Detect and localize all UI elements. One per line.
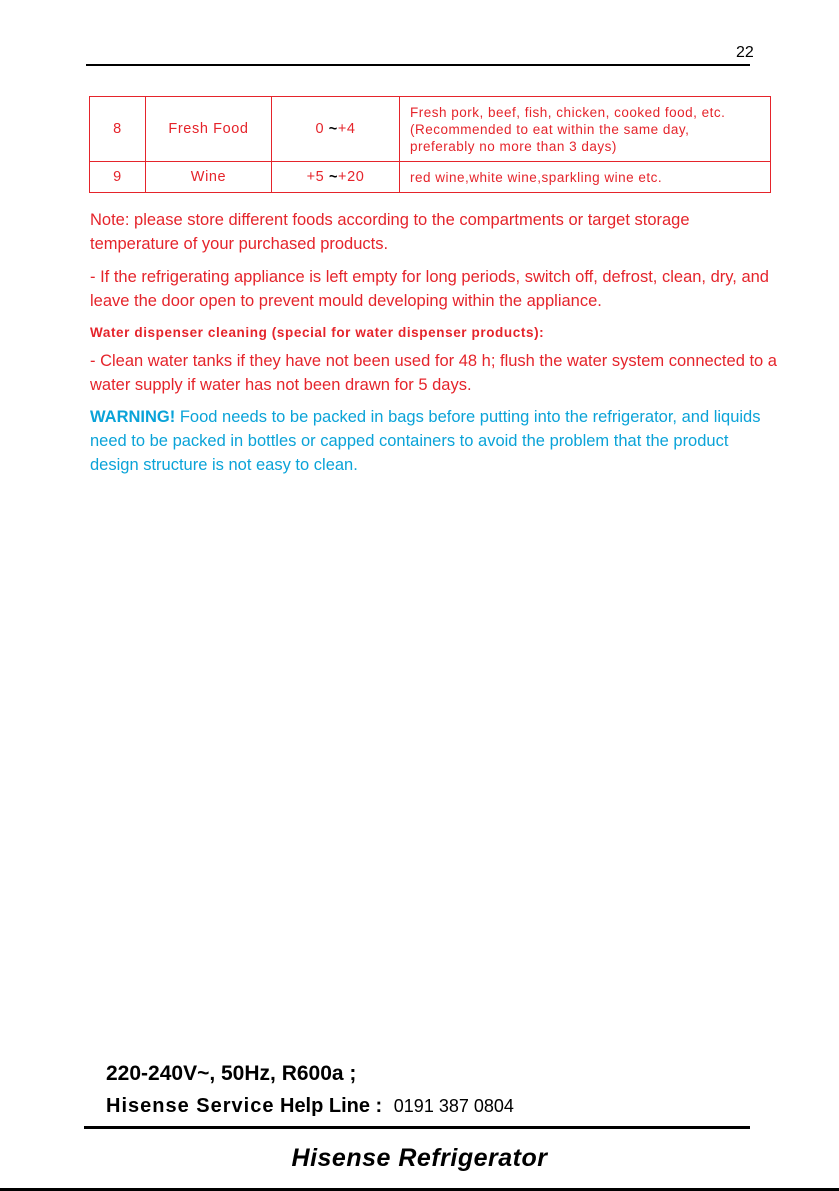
water-dispenser-text: - Clean water tanks if they have not been used for 48 h; flush the water system connected to a water supply if water has not been drawn for 5 days. xyxy=(90,352,777,394)
service-brand: Hisense Service xyxy=(106,1095,275,1117)
description-line: preferably no more than 3 days) xyxy=(410,138,617,154)
warning-paragraph xyxy=(90,405,780,477)
temperature-range xyxy=(272,162,400,193)
description-line: red wine,white wine,sparkling wine etc. xyxy=(410,169,663,185)
page-number: 22 xyxy=(736,44,754,61)
service-helpline xyxy=(106,1095,514,1118)
storage-note: Note: please store different foods according to the compartments or target storage temperature of your purchased products. xyxy=(90,211,690,253)
warning-text: Food needs to be packed in bags before putting into the refrigerator, and liquids need to be packed in bottles or capped containers to avoid the problem that the product design structure is not easy to clean. xyxy=(90,408,761,474)
row-number: 9 xyxy=(90,162,146,193)
temp-high: +4 xyxy=(337,121,356,137)
description-line: (Recommended to eat within the same day, xyxy=(410,121,690,137)
water-dispenser-heading: Water dispenser cleaning (special for water dispenser products): xyxy=(90,325,545,340)
temp-separator: ~ xyxy=(328,121,338,137)
temp-separator: ~ xyxy=(328,169,339,185)
helpline-label: Help Line : xyxy=(274,1095,388,1117)
temp-high: +20 xyxy=(338,169,365,185)
compartment-name: Wine xyxy=(146,162,272,193)
helpline-phone: 0191 387 0804 xyxy=(393,1096,514,1116)
warning-label: WARNING! xyxy=(90,408,176,426)
description-line: Fresh pork, beef, fish, chicken, cooked food, etc. xyxy=(410,104,726,120)
food-description xyxy=(400,162,771,193)
compartment-name: Fresh Food xyxy=(146,97,272,162)
top-divider xyxy=(86,64,750,66)
electrical-spec: 220-240V~, 50Hz, R600a ; xyxy=(106,1062,357,1085)
storage-table xyxy=(89,96,771,193)
row-number: 8 xyxy=(90,97,146,162)
temp-low: +5 xyxy=(306,169,325,185)
food-description xyxy=(400,97,771,162)
empty-appliance-tip: - If the refrigerating appliance is left empty for long periods, switch off, defrost, clean, dry, and leave the door open to prevent mould developing within the appliance. xyxy=(90,268,769,310)
table-row xyxy=(90,97,771,162)
bottom-divider xyxy=(84,1126,750,1129)
brand-logo: Hisense Refrigerator xyxy=(291,1144,548,1172)
temp-low: 0 xyxy=(315,121,325,137)
temperature-range xyxy=(272,97,400,162)
table-row xyxy=(90,162,771,193)
